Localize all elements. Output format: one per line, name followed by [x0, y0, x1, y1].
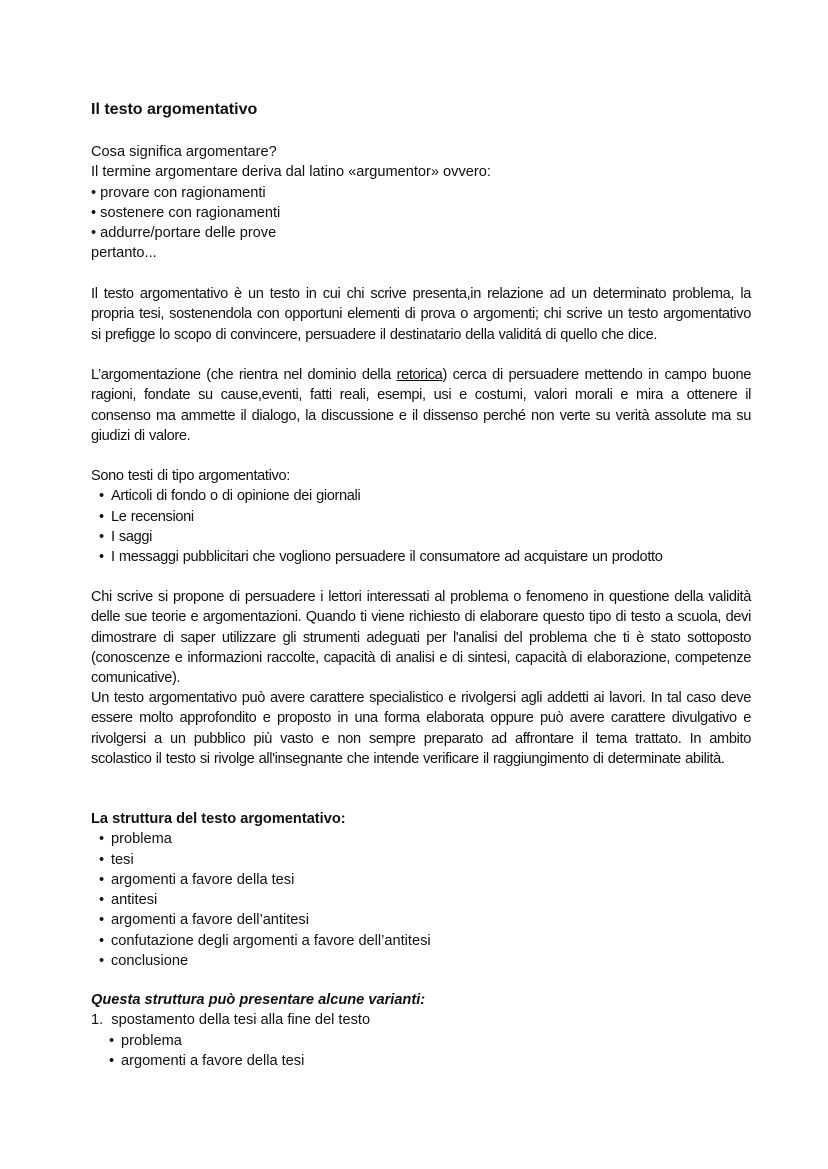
page-title: Il testo argomentativo [91, 101, 258, 118]
bullet-icon: • [91, 204, 97, 221]
list-item: • sostenere con ragionamenti [91, 204, 281, 221]
bullet-icon: • [91, 225, 97, 242]
retorica-link[interactable]: retorica [396, 367, 443, 383]
list-item: • confutazione degli argomenti a favore dell’antitesi [91, 931, 751, 951]
variants-heading: Questa struttura può presentare alcune varianti: [91, 992, 426, 1008]
bullet-icon: • [99, 508, 104, 525]
list-item: • Articoli di fondo o di opinione dei giornali [91, 486, 751, 506]
list-item: • provare con ragionamenti [91, 184, 266, 201]
list-item: • I saggi [91, 527, 751, 547]
structure-section [91, 809, 751, 971]
numbered-item: 1. spostamento della tesi alla fine del testo [91, 1012, 371, 1029]
list-item: • argomenti a favore dell’antitesi [91, 910, 751, 930]
bullet-icon: • [99, 549, 104, 566]
list-item: • conclusione [91, 951, 751, 971]
bullet-icon: • [99, 953, 105, 970]
bullet-icon: • [91, 184, 97, 201]
list-item: • antitesi [91, 890, 751, 910]
bullet-icon: • [99, 892, 105, 909]
intro-question: Cosa significa argomentare? [91, 144, 277, 160]
bullet-icon: • [99, 528, 104, 545]
bullet-icon: • [99, 932, 105, 949]
types-section [91, 466, 751, 567]
list-item: • argomenti a favore della tesi [91, 870, 751, 890]
paragraph-definition: Il testo argomentativo è un testo in cui chi scrive presenta,in relazione ad un determinato problema, la propria tesi, sostenendola con opportuni elementi di prova o argomenti; chi scrive un testo argomentativo si prefigge lo scopo di convincere, persuadere il destinatario della validitá di quello che dice. [91, 286, 751, 343]
list-item: • argomenti a favore della tesi [91, 1051, 751, 1071]
bullet-icon: • [99, 851, 105, 868]
bullet-icon: • [109, 1052, 115, 1069]
bullet-icon: • [99, 488, 104, 505]
list-item: • addurre/portare delle prove [91, 225, 277, 242]
types-heading: Sono testi di tipo argomentativo: [91, 468, 290, 484]
bullet-icon: • [99, 912, 105, 929]
list-item: • Le recensioni [91, 507, 751, 527]
intro-definition: Il termine argomentare deriva dal latino «argumentor» ovvero: [91, 164, 491, 181]
variants-section [91, 990, 751, 1071]
list-item: • tesi [91, 850, 751, 870]
paragraph-purpose: Chi scrive si propone di persuadere i lettori interessati al problema o fenomeno in questione della validità delle sue teorie e argomentazioni. Quando ti viene richiesto di elaborare questo tipo di testo a scuola, devi dimostrare di saper utilizzare gli strumenti adeguati per l'analisi del problema che ti è stato sottoposto (conoscenze e informazioni raccolte, capacità di analisi e di sintesi, capacità di elaborazione, competenze comunicative). [91, 589, 751, 687]
structure-heading: La struttura del testo argomentativo: [91, 811, 346, 827]
list-item: • problema [91, 1031, 751, 1051]
bullet-icon: • [109, 1032, 115, 1049]
paragraph-audience: Un testo argomentativo può avere carattere specialistico e rivolgersi agli addetti ai lavori. In tal caso deve essere molto approfondito e proposto in una forma elaborata oppure può avere carattere divulgativo e rivolgersi a un pubblico più vasto e non sempre preparato ad affrontare il tema trattato. In ambito scolastico il testo si rivolge all'insegnante che intende verificare il raggiungimento di determinate abilità. [91, 690, 751, 767]
bullet-icon: • [99, 871, 105, 888]
paragraph-argomentazione: L’argomentazione (che rientra nel dominio della retorica) cerca di persuadere mettendo in campo buone ragioni, fondate su cause,eventi, fatti reali, esempi, usi e costumi, valori morali e mira a ottenere il consenso ma ammette il dialogo, la discussione e il dissenso perché non verte su verità assolute ma su giudizi di valore. [91, 367, 751, 444]
bullet-icon: • [99, 831, 105, 848]
intro-section [91, 142, 751, 264]
intro-closing: pertanto... [91, 245, 157, 262]
list-item: • problema [91, 829, 751, 849]
list-item: • I messaggi pubblicitari che vogliono persuadere il consumatore ad acquistare un prodotto [91, 547, 751, 567]
